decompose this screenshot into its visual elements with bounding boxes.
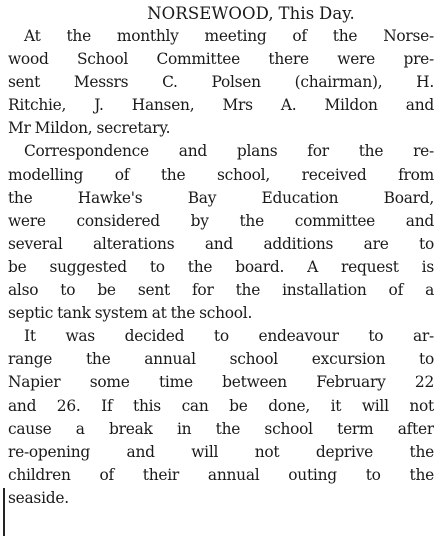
text-line: Mr Mildon, secretary. (8, 119, 171, 138)
text-line: sent Messrs C. Polsen (chairman), H. (8, 73, 434, 92)
text-line: seaside. (8, 488, 69, 507)
article-headline: NORSEWOOD, This Day. (147, 4, 355, 23)
text-line: be suggested to the board. A request is (8, 257, 434, 276)
text-line: range the annual school excursion to (8, 350, 434, 369)
column-rule (3, 488, 5, 536)
text-line: also to be sent for the installation of a (8, 281, 434, 300)
text-line: It was decided to endeavour to ar- (24, 327, 434, 346)
text-line: wood School Committee there were pre- (8, 50, 434, 69)
text-line: modelling of the school, received from (8, 165, 434, 184)
text-line: were considered by the committee and (8, 211, 434, 230)
text-line: At the monthly meeting of the Norse- (24, 27, 434, 45)
text-line: the Hawke's Bay Education Board, (8, 188, 434, 207)
text-line: cause a break in the school term after (8, 419, 434, 438)
text-line: Correspondence and plans for the re- (24, 142, 434, 161)
paragraph-correspondence (8, 140, 434, 325)
text-line: children of their annual outing to the (8, 465, 434, 484)
paragraph-excursion (8, 325, 434, 510)
text-line: several alterations and additions are to (8, 234, 434, 253)
text-line: Ritchie, J. Hansen, Mrs A. Mildon and (8, 96, 434, 115)
text-line: Napier some time between February 22 (8, 373, 434, 392)
text-line: and 26. If this can be done, it will not (8, 396, 434, 415)
paragraph-attendance (8, 25, 434, 140)
text-line: septic tank system at the school. (8, 304, 253, 323)
text-line: re-opening and will not deprive the (8, 442, 434, 461)
